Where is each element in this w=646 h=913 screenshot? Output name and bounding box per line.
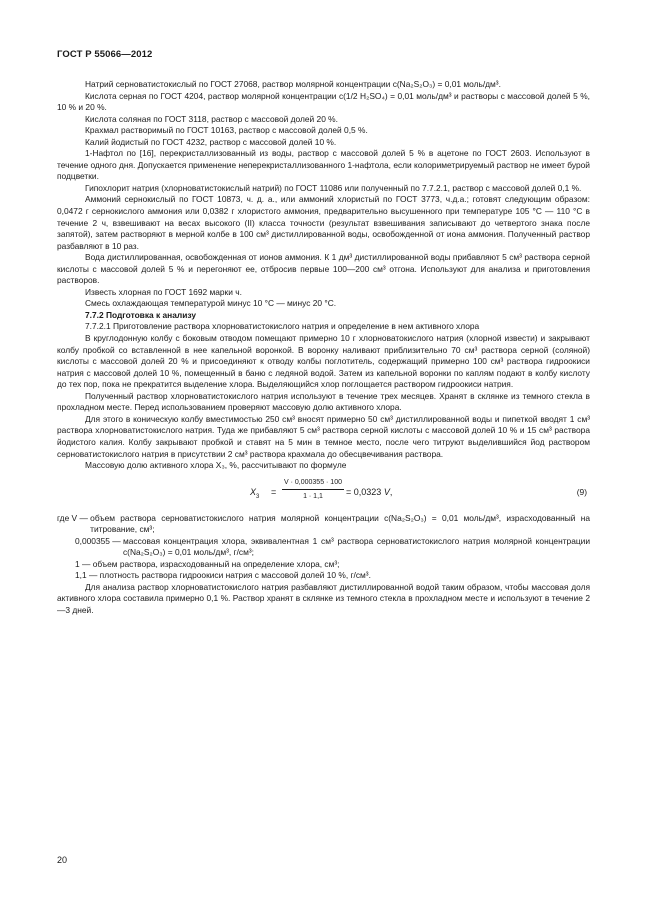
formula-rhs: = 0,0323 V, [346,486,393,497]
paragraph: Известь хлорная по ГОСТ 1692 марки ч. [85,286,242,297]
formula-lhs: $X_3$ [250,486,260,500]
formula-equals: = [271,486,277,497]
section-heading: 7.7.2 Подготовка к анализу [85,309,196,320]
paragraph: Гипохлорит натрия (хлорноватистокислый натрий) по ГОСТ 11086 или полученный по 7.7.2.1, раствор с массовой долей 0,1 %. [85,182,582,193]
paragraph: Крахмал растворимый по ГОСТ 10163, раствор с массовой долей 0,5 %. [85,125,368,136]
paragraph: Натрий серноватистокислый по ГОСТ 27068, раствор молярной концентрации c(Na₂S₂O₃) = 0,01 моль/дм³. [85,79,501,89]
legend-item: 1,1 — плотность раствора гидроокиси натрия с массовой долей 10 %, г/см³. [75,570,371,581]
paragraph: Кислота серная по ГОСТ 4204, раствор молярной концентрации c(1/2 H₂SO₄) = 0,01 моль/дм³ и растворы с массовой долей 5 %, 10 % и 20 %. [57,90,590,113]
paragraph: Для этого в коническую колбу вместимостью 250 см³ вносят примерно 50 см³ дистиллированной воды и пипеткой вводят 1 см³ раствора хлорноватистокислого натрия. Туда же прибавляют 5 см³ раствора серной кислоты с массовой долей 10 % и 15 см³ раствора йодистого калия. Колбу закрывают пробкой и ставят на 5 мин в темное место, после чего титруют выделившийся йод раствором серноватистокислого натрия в присутствии 2 см³ раствора крахмала до обесцвечивания раствора. [57,413,590,459]
paragraph: 7.7.2.1 Приготовление раствора хлорноватистокислого натрия и определение в нем активного хлора [85,321,480,332]
formula-numerator: V · 0,000355 · 100 [282,477,344,491]
formula-fraction [282,477,344,503]
paragraph: Калий йодистый по ГОСТ 4232, раствор с массовой долей 10 %. [85,136,337,147]
paragraph: 1-Нафтол по [16], перекристаллизованный из воды, раствор с массовой долей 5 % в ацетоне по ГОСТ 2603. Используют в течение одного дня. Допускается применение неперекристаллизованного 1-нафтола, если колориметрируемый раствор не имеет бурой подцветки. [57,148,590,182]
formula-number: (9) [576,486,587,497]
paragraph: Смесь охлаждающая температурой минус 10 °С — минус 20 °С. [85,298,337,309]
formula-9 [57,475,590,511]
paragraph: Для анализа раствор хлорноватистокислого натрия разбавляют дистиллированной водой таким образом, чтобы массовая доля активного хлора составила примерно 0,1 %. Раствор хранят в склянке из темного стекла в прохладном месте и используют в течение 2—3 дней. [57,581,590,615]
standard-header: ГОСТ Р 55066—2012 [57,49,153,60]
legend-item: 1 — объем раствора, израсходованный на определение хлора, см³; [75,558,340,569]
legend-item: где V — объем раствора серноватистокислого натрия молярной концентрации c(Na₂S₂O₃) = 0,01 моль/дм³, израсходованный на титрование, см³; [57,512,590,535]
paragraph: Вода дистиллированная, освобожденная от ионов аммония. К 1 дм³ дистиллированной воды прибавляют 5 см³ раствора серной кислоты с массовой долей 5 % и перегоняют ее, отбросив первые 100—200 см³ отгона. Используют для анализа и приготовления растворов. [57,252,590,286]
paragraph: Аммоний сернокислый по ГОСТ 10873, ч. д. а., или аммоний хлористый по ГОСТ 3773, ч.д.а.; готовят следующим образом: 0,0472 г сернокислого аммония или 0,0382 г хлористого аммония, предварительно высушенного при температуре 105 °С — 110 °С в течение 2 ч, взвешивают на весах высокого (II) класса точности (результат взвешивания записывают до четвертого знака после запятой), затем растворяют в мерной колбе в 100 см³ дистиллированной воды, освобожденной от иона аммония. Полученный раствор разбавляют в 10 раз. [57,194,590,251]
formula-legend [57,513,590,582]
paragraph: В круглодонную колбу с боковым отводом помещают примерно 10 г хлорноватокислого натрия (хлорной извести) и закрывают колбу пробкой со вставленной в нее капельной воронкой. В воронку наливают приблизительно 70 см³ раствора серной (соляной) кислоты с массовой долей 20 % и присоединяют к отводу колбы поглотитель, содержащий примерно 100 см³ раствора гидроокиси натрия с массовой долей 10 %, помещенный в баню с ледяной водой. Затем из капельной воронки по каплям подают в колбу кислоту до тех пор, пока не прекратится выделение хлора. Выделяющийся хлор поглощается раствором гидроокиси натрия. [57,333,590,390]
paragraph: Кислота соляная по ГОСТ 3118, раствор с массовой долей 20 %. [85,113,338,124]
paragraph: Полученный раствор хлорноватистокислого натрия используют в течение трех месяцев. Хранят в склянке из темного стекла в прохладном месте. Перед использованием проверяют массовую долю активного хлора. [57,390,590,413]
page-number: 20 [57,855,68,865]
page-body [57,79,590,617]
formula-denominator: 1 · 1,1 [303,493,323,501]
paragraph: Массовую долю активного хлора X₃, %, рассчитывают по формуле [85,460,347,471]
legend-item: 0,000355 — массовая концентрация хлора, эквивалентная 1 см³ раствора серноватистокислого натрия молярной концентрации c(Na₂S₂O₃) = 0,01 моль/дм³, г/см³; [75,535,590,558]
